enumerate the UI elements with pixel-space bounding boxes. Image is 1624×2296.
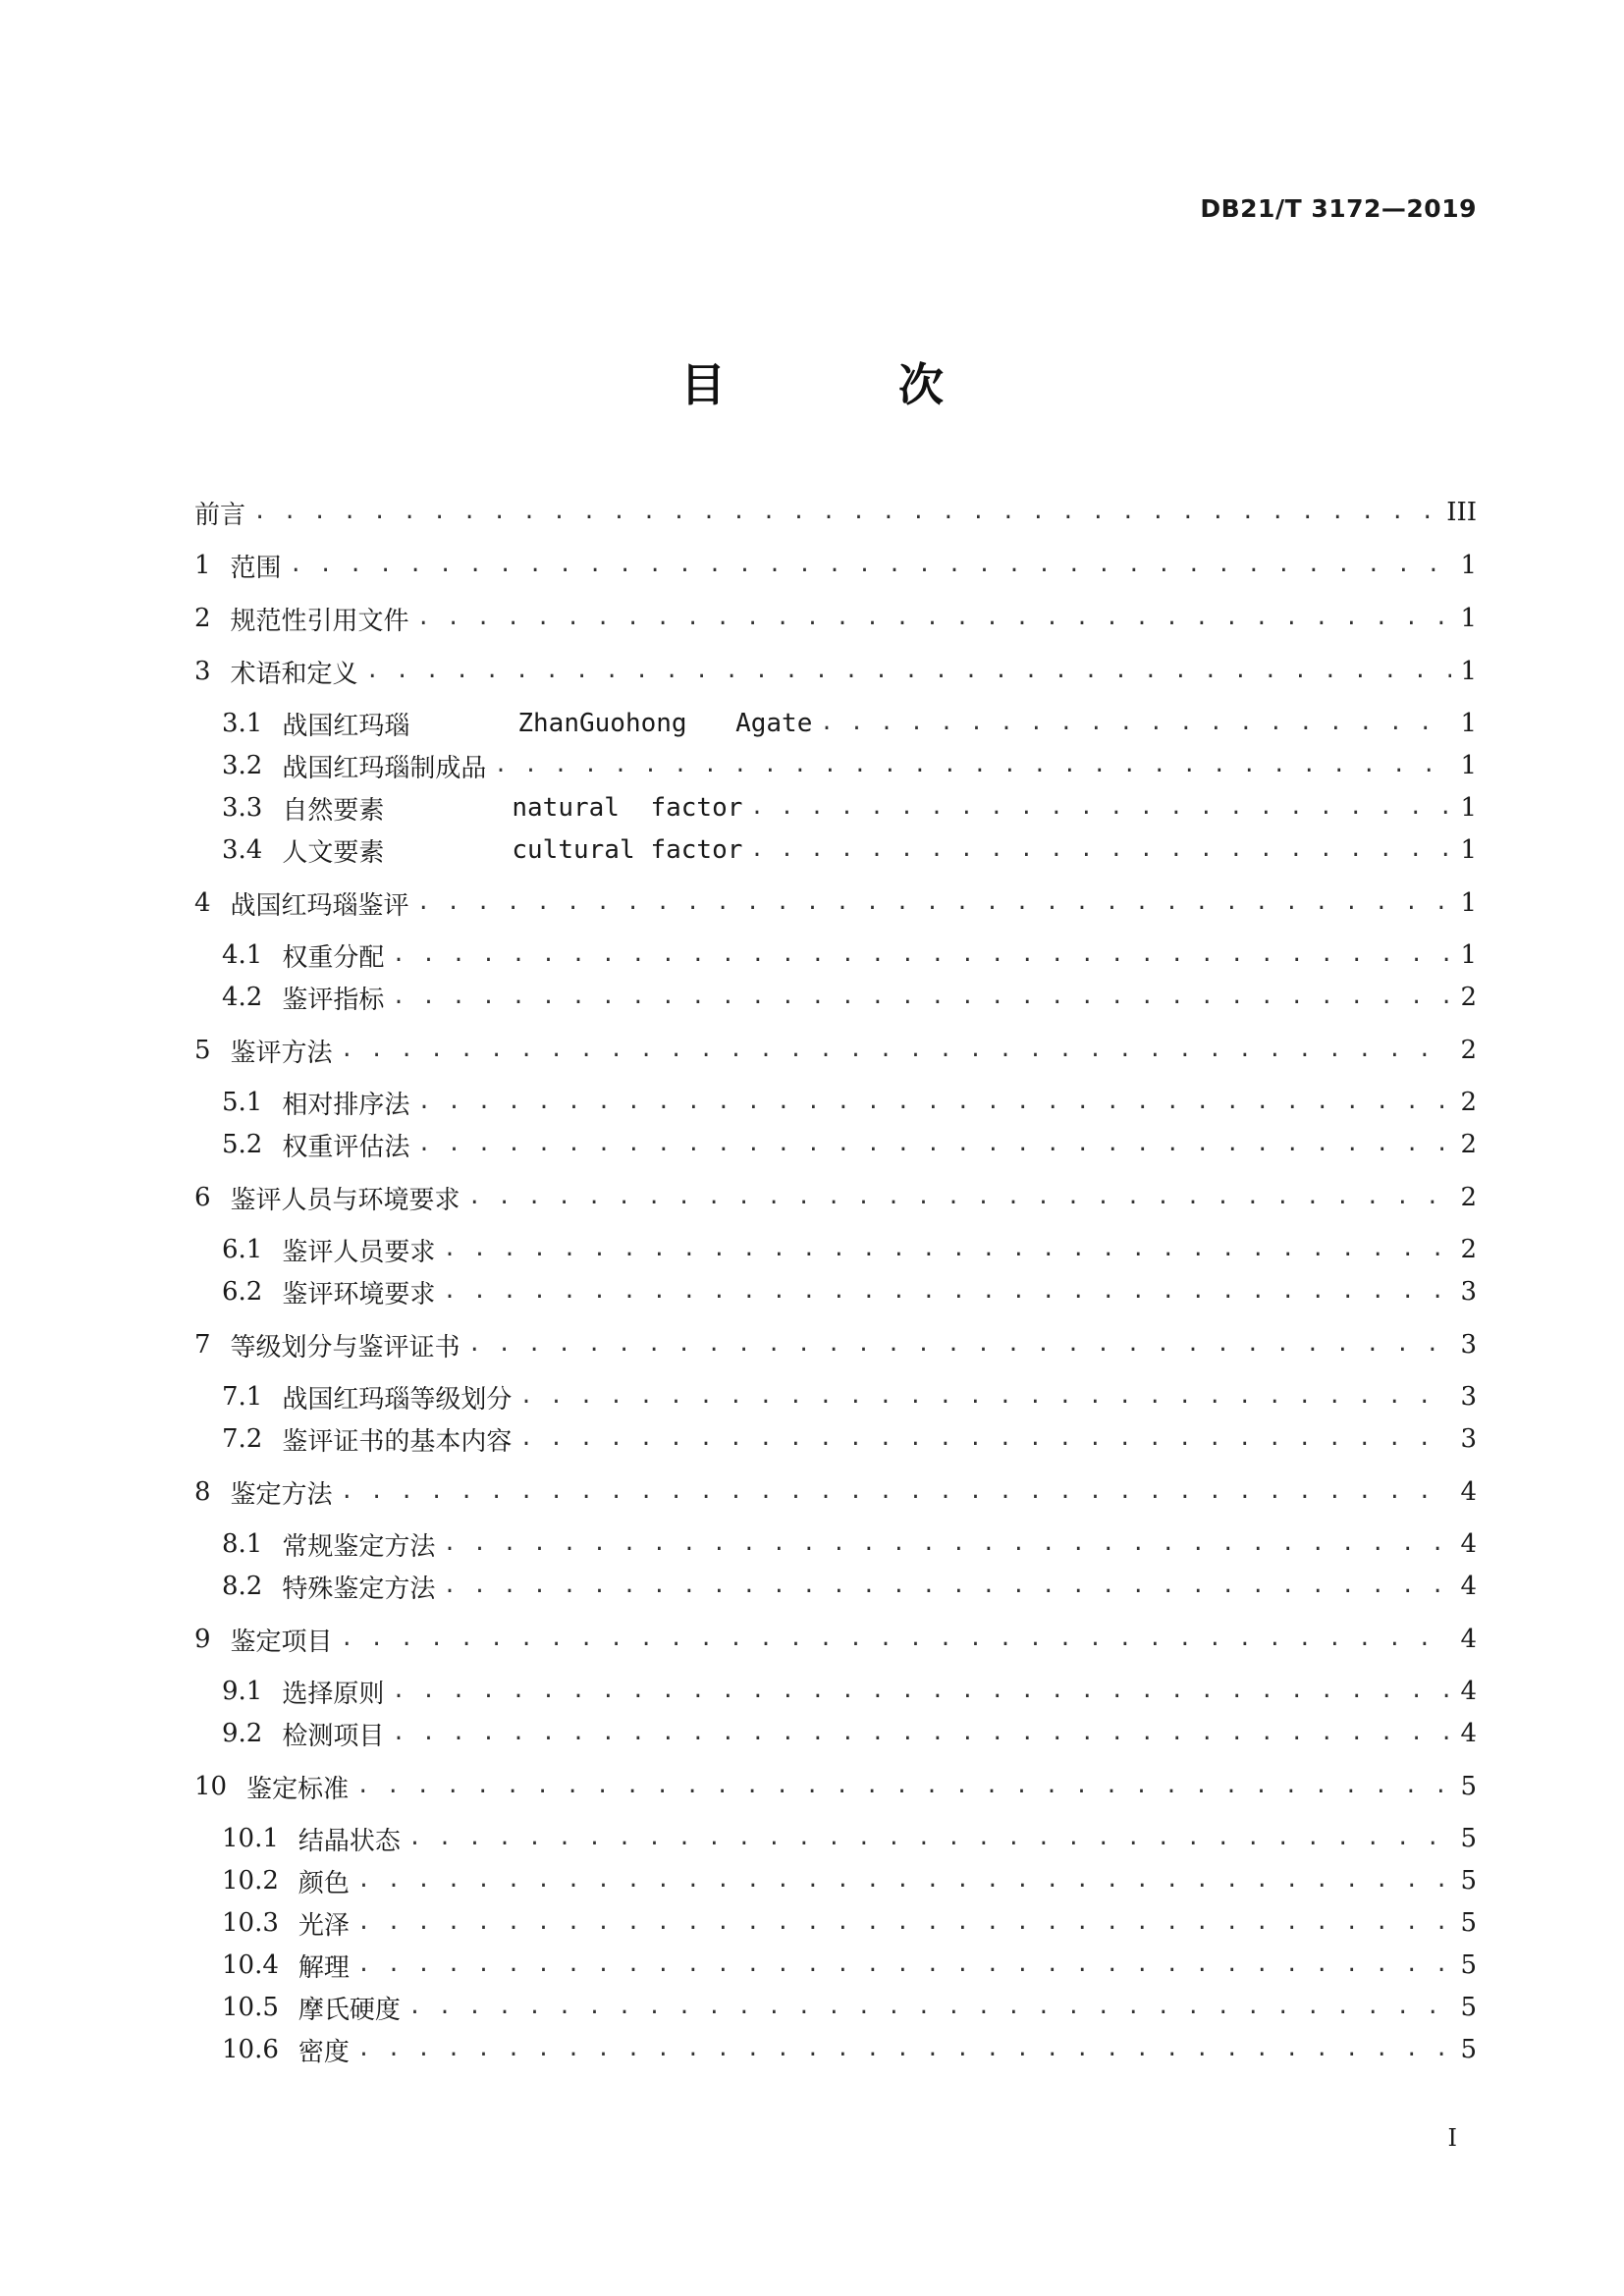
toc-entry-page-number: 2 — [1460, 1088, 1477, 1117]
toc-entry-page-number: 1 — [1460, 940, 1477, 970]
toc-entry-page-number: 1 — [1460, 835, 1477, 865]
toc-entry-label: 解理 — [298, 1952, 350, 1983]
toc-entry-page-number: 4 — [1460, 1529, 1477, 1559]
dot-leader — [392, 981, 1451, 1014]
dot-leader — [468, 1328, 1451, 1362]
toc-entry[interactable] — [222, 1861, 1477, 1900]
toc-entry-english-term — [512, 793, 742, 823]
toc-entry-number: 7 — [194, 1330, 211, 1360]
dot-leader — [443, 1233, 1451, 1266]
toc-entry[interactable] — [222, 1988, 1477, 2027]
dot-leader — [494, 749, 1451, 782]
toc-entry-number: 5 — [194, 1036, 211, 1065]
toc-entry-number: 10.4 — [222, 1950, 279, 1980]
toc-entry-page-number: 2 — [1460, 1130, 1477, 1159]
toc-entry-label: 规范性引用文件 — [230, 606, 409, 636]
toc-entry[interactable] — [222, 978, 1477, 1017]
toc-entry-page-number: 1 — [1460, 888, 1477, 918]
dot-leader — [253, 496, 1438, 529]
toc-entry-label: 战国红玛瑙等级划分 — [282, 1384, 513, 1415]
dot-leader — [341, 1475, 1451, 1509]
toc-entry[interactable] — [222, 1230, 1477, 1269]
toc-entry-label: 自然要素 — [282, 795, 385, 826]
english-word: cultural — [512, 835, 635, 865]
dot-leader — [357, 2033, 1451, 2066]
toc-entry-page-number: III — [1446, 498, 1477, 527]
toc-entry-label: 鉴评方法 — [230, 1038, 333, 1068]
toc-entry[interactable] — [194, 599, 1477, 638]
toc-entry-page-number: 4 — [1460, 1677, 1477, 1706]
toc-entry-number: 10.1 — [222, 1824, 279, 1853]
toc-entry[interactable] — [222, 1419, 1477, 1459]
toc-entry-page-number: 3 — [1460, 1382, 1477, 1412]
toc-entry-number: 6.2 — [222, 1277, 263, 1307]
toc-entry-label: 人文要素 — [282, 837, 385, 868]
dot-leader — [417, 602, 1451, 635]
toc-entry-page-number: 1 — [1460, 709, 1477, 738]
toc-entry-page-number: 1 — [1460, 551, 1477, 580]
toc-entry[interactable] — [222, 1567, 1477, 1606]
toc-entry-page-number: 1 — [1460, 657, 1477, 686]
dot-leader — [366, 655, 1451, 688]
toc-entry-number: 10.6 — [222, 2035, 279, 2064]
toc-entry-label: 鉴评人员要求 — [282, 1237, 436, 1267]
toc-entry-number: 10.2 — [222, 1866, 279, 1896]
toc-entry-number: 3 — [194, 657, 211, 686]
toc-entry[interactable] — [222, 704, 1477, 743]
toc-entry[interactable] — [194, 1767, 1477, 1806]
english-word: factor — [650, 835, 743, 865]
toc-entry[interactable] — [222, 1125, 1477, 1164]
toc-entry-number: 7.1 — [222, 1382, 263, 1412]
toc-entry-number: 8 — [194, 1477, 211, 1507]
toc-entry-label: 鉴定方法 — [230, 1479, 333, 1510]
toc-entry-label: 摩氏硬度 — [298, 1995, 401, 2025]
toc-entry-page-number: 1 — [1460, 751, 1477, 780]
toc-entry-label: 光泽 — [298, 1910, 350, 1941]
toc-entry-page-number: 4 — [1460, 1625, 1477, 1654]
toc-entry-label: 鉴定标准 — [246, 1774, 350, 1804]
toc-entry[interactable] — [222, 1377, 1477, 1416]
toc-entry[interactable] — [194, 1178, 1477, 1217]
dot-leader — [750, 833, 1451, 867]
toc-entry-number: 3.2 — [222, 751, 263, 780]
toc-entry-label: 战国红玛瑙鉴评 — [230, 890, 409, 921]
dot-leader — [443, 1527, 1451, 1561]
dot-leader — [468, 1181, 1451, 1214]
dot-leader — [341, 1623, 1451, 1656]
toc-entry-label: 鉴定项目 — [230, 1627, 333, 1657]
toc-entry-label: 常规鉴定方法 — [282, 1531, 436, 1562]
dot-leader — [443, 1275, 1451, 1308]
toc-entry-number: 3.3 — [222, 793, 263, 823]
toc-entry-page-number: 5 — [1460, 1824, 1477, 1853]
toc-entry-label: 权重分配 — [282, 942, 385, 973]
dot-leader — [519, 1380, 1451, 1414]
dot-leader — [519, 1422, 1451, 1456]
toc-entry-label: 选择原则 — [282, 1679, 385, 1709]
toc-entry-number: 1 — [194, 551, 211, 580]
toc-entry-number: 2 — [194, 604, 211, 633]
toc-entry-number: 9.2 — [222, 1719, 263, 1748]
toc-entry-label: 密度 — [298, 2037, 350, 2067]
toc-entry-number: 7.2 — [222, 1424, 263, 1454]
toc-entry[interactable] — [222, 1903, 1477, 1943]
toc-entry-label: 鉴评人员与环境要求 — [230, 1185, 460, 1215]
toc-entry-label: 鉴评环境要求 — [282, 1279, 436, 1309]
toc-entry-label: 战国红玛瑙制成品 — [282, 753, 487, 783]
toc-entry-label: 前言 — [194, 500, 246, 530]
toc-entry-label: 范围 — [230, 553, 282, 583]
toc-entry-page-number: 3 — [1460, 1277, 1477, 1307]
toc-entry-page-number: 3 — [1460, 1424, 1477, 1454]
toc-entry-number: 10 — [194, 1772, 228, 1801]
toc-entry-number: 9 — [194, 1625, 211, 1654]
toc-entry[interactable] — [222, 746, 1477, 785]
toc-entry-page-number: 1 — [1460, 793, 1477, 823]
toc-entry-page-number: 5 — [1460, 1908, 1477, 1938]
toc-entry-number: 4.2 — [222, 983, 263, 1012]
toc-entry-label: 鉴评证书的基本内容 — [282, 1426, 513, 1457]
document-code: DB21/T 3172—2019 — [1200, 194, 1477, 223]
english-word: natural — [512, 793, 620, 823]
toc-entry[interactable] — [222, 1672, 1477, 1711]
toc-entry-page-number: 5 — [1460, 1772, 1477, 1801]
toc-entry-label: 检测项目 — [282, 1721, 385, 1751]
page-number: I — [1447, 2124, 1457, 2152]
toc-entry-page-number: 4 — [1460, 1719, 1477, 1748]
dot-leader — [357, 1949, 1451, 1982]
toc-entry-page-number: 3 — [1460, 1330, 1477, 1360]
toc-entry-page-number: 5 — [1460, 2035, 1477, 2064]
toc-entry-label: 特殊鉴定方法 — [282, 1574, 436, 1604]
dot-leader — [750, 791, 1451, 825]
toc-entry[interactable] — [222, 2030, 1477, 2069]
toc-entry[interactable] — [194, 546, 1477, 585]
toc-entry-label: 战国红玛瑙 — [282, 711, 410, 741]
dot-leader — [356, 1770, 1451, 1803]
toc-entry-number: 8.1 — [222, 1529, 263, 1559]
dot-leader — [417, 1086, 1451, 1119]
toc-entry-number: 5.1 — [222, 1088, 263, 1117]
toc-entry[interactable] — [194, 883, 1477, 923]
toc-entry[interactable] — [222, 1524, 1477, 1564]
toc-entry-number: 6 — [194, 1183, 211, 1212]
dot-leader — [341, 1034, 1451, 1067]
toc-entry-page-number: 5 — [1460, 1950, 1477, 1980]
toc-entry-number: 5.2 — [222, 1130, 263, 1159]
toc-entry-page-number: 4 — [1460, 1572, 1477, 1601]
toc-entry-label: 颜色 — [298, 1868, 350, 1898]
dot-leader — [820, 707, 1451, 740]
toc-entry-label: 相对排序法 — [282, 1090, 410, 1120]
toc-entry-label: 结晶状态 — [298, 1826, 401, 1856]
toc-entry[interactable] — [194, 1620, 1477, 1659]
toc-entry-number: 10.5 — [222, 1993, 279, 2022]
toc-entry-page-number: 2 — [1460, 1183, 1477, 1212]
toc-entry-page-number: 2 — [1460, 983, 1477, 1012]
toc-entry-page-number: 1 — [1460, 604, 1477, 633]
dot-leader — [290, 549, 1451, 582]
toc-entry-page-number: 5 — [1460, 1866, 1477, 1896]
toc-entry-label: 等级划分与鉴评证书 — [230, 1332, 460, 1362]
toc-entry[interactable] — [222, 788, 1477, 828]
toc-entry[interactable] — [194, 493, 1477, 532]
toc-entry-number: 10.3 — [222, 1908, 279, 1938]
toc-entry[interactable] — [194, 652, 1477, 691]
dot-leader — [392, 1675, 1451, 1708]
toc-entry[interactable] — [222, 1946, 1477, 1985]
dot-leader — [357, 1864, 1451, 1897]
dot-leader — [357, 1906, 1451, 1940]
dot-leader — [408, 1822, 1451, 1855]
toc-entry[interactable] — [222, 1714, 1477, 1753]
toc-entry-number: 4 — [194, 888, 211, 918]
toc-entry-number: 6.1 — [222, 1235, 263, 1264]
toc-entry-number: 8.2 — [222, 1572, 263, 1601]
dot-leader — [408, 1991, 1451, 2024]
dot-leader — [417, 1128, 1451, 1161]
toc-entry-number: 4.1 — [222, 940, 263, 970]
toc-entry-label: 权重评估法 — [282, 1132, 410, 1162]
english-word: factor — [650, 793, 743, 823]
toc-entry-english-term — [512, 835, 742, 865]
english-word: ZhanGuohong — [517, 709, 687, 738]
toc-entry[interactable] — [194, 1031, 1477, 1070]
toc-entry-label: 鉴评指标 — [282, 985, 385, 1015]
toc-entry-page-number: 5 — [1460, 1993, 1477, 2022]
toc-entry-number: 3.1 — [222, 709, 263, 738]
dot-leader — [417, 886, 1451, 920]
toc-entry[interactable] — [222, 1819, 1477, 1858]
toc-entry-page-number: 2 — [1460, 1235, 1477, 1264]
toc-entry[interactable] — [222, 1083, 1477, 1122]
toc-entry-number: 9.1 — [222, 1677, 263, 1706]
dot-leader — [443, 1570, 1451, 1603]
toc-entry-label: 术语和定义 — [230, 659, 358, 689]
toc-entry[interactable] — [222, 1272, 1477, 1311]
toc-entry-number: 3.4 — [222, 835, 263, 865]
toc-entry-english-term — [517, 709, 812, 738]
toc-entry-page-number: 2 — [1460, 1036, 1477, 1065]
dot-leader — [392, 1717, 1451, 1750]
english-word: Agate — [735, 709, 813, 738]
toc-entry[interactable] — [194, 1325, 1477, 1364]
page-title: 目 次 — [679, 358, 1022, 411]
toc-entry-page-number: 4 — [1460, 1477, 1477, 1507]
toc-entry[interactable] — [222, 935, 1477, 975]
toc-entry[interactable] — [222, 830, 1477, 870]
dot-leader — [392, 938, 1451, 972]
toc-entry[interactable] — [194, 1472, 1477, 1512]
